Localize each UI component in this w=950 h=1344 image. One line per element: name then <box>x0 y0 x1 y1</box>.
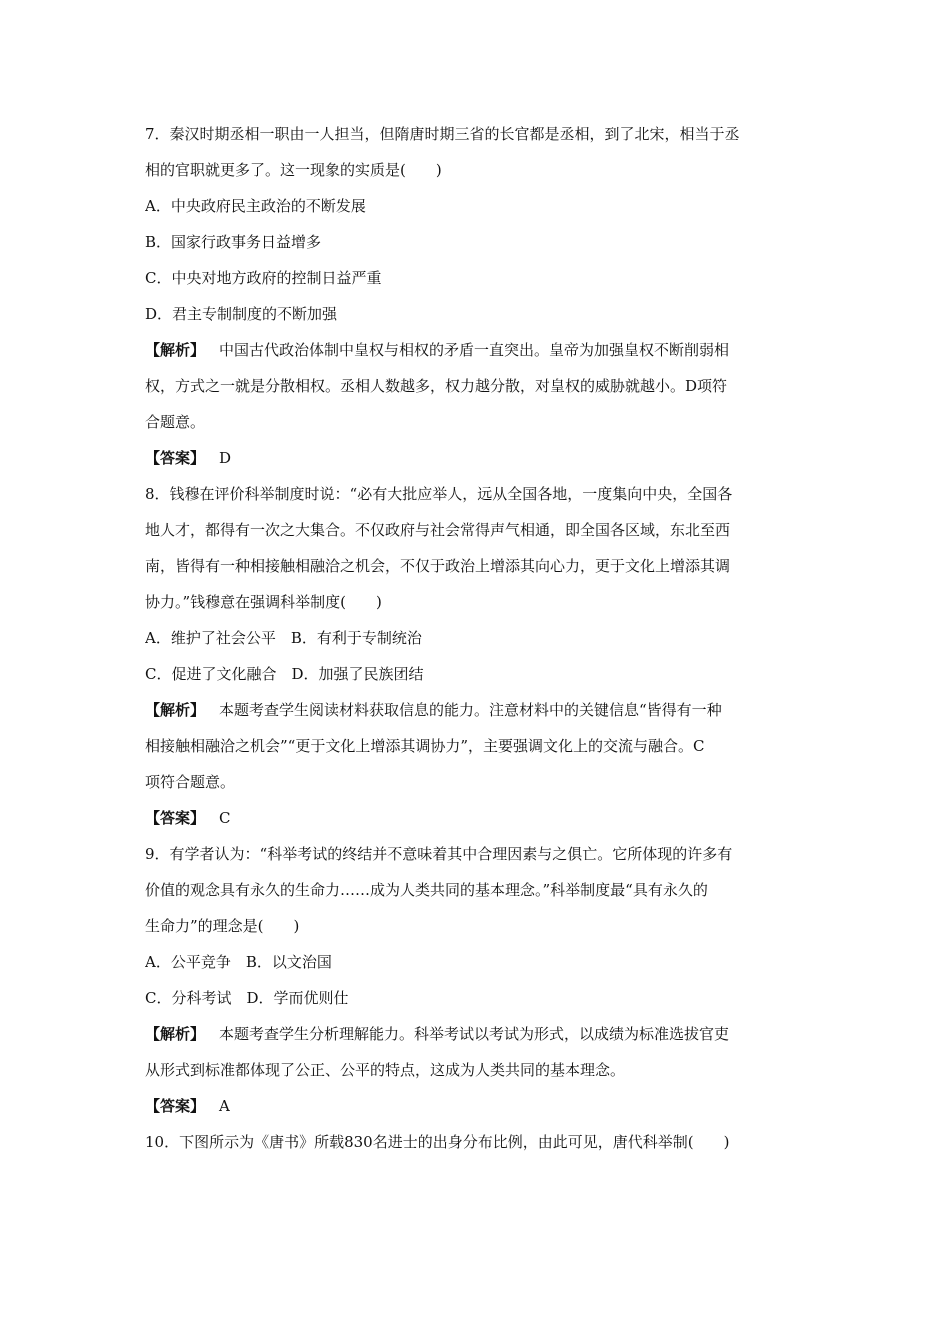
answer-value: D <box>219 449 232 467</box>
document-content <box>145 116 810 1160</box>
answer-line <box>145 1088 810 1124</box>
analysis-label: 【解析】 <box>145 341 206 359</box>
analysis-line: 从形式到标准都体现了公正、公平的特点，这成为人类共同的基本理念。 <box>145 1061 626 1079</box>
answer-value: C <box>219 809 231 827</box>
question-stem-line: 9．有学者认为：“科举考试的终结并不意味着其中合理因素与之俱亡。它所体现的许多有 <box>145 845 733 863</box>
analysis-label: 【解析】 <box>145 1025 206 1043</box>
analysis-text: 本题考查学生分析理解能力。科举考试以考试为形式，以成绩为标准选拔官吏 <box>219 1025 730 1043</box>
answer-label: 【答案】 <box>145 809 206 827</box>
question-stem-line: 生命力”的理念是( ) <box>145 917 300 935</box>
question-8 <box>145 476 810 836</box>
option-line: A．中央政府民主政治的不断发展 <box>145 197 366 215</box>
answer-line <box>145 440 810 476</box>
question-7 <box>145 116 810 476</box>
option-line: A．维护了社会公平 B．有利于专制统治 <box>145 629 422 647</box>
analysis-line <box>145 332 810 368</box>
question-stem-line: 协力。”钱穆意在强调科举制度( ) <box>145 593 382 611</box>
analysis-line <box>145 1016 810 1052</box>
option-line: A．公平竞争 B．以文治国 <box>145 953 332 971</box>
question-stem-line: 相的官职就更多了。这一现象的实质是( ) <box>145 161 442 179</box>
option-line: C．分科考试 D．学而优则仕 <box>145 989 349 1007</box>
question-stem-line: 南，皆得有一种相接触相融洽之机会，不仅于政治上增添其向心力，更于文化上增添其调 <box>145 557 731 575</box>
question-9 <box>145 836 810 1124</box>
analysis-text: 中国古代政治体制中皇权与相权的矛盾一直突出。皇帝为加强皇权不断削弱相 <box>219 341 730 359</box>
answer-value: A <box>219 1097 230 1115</box>
question-10-stem-line: 10．下图所示为《唐书》所载830名进士的出身分布比例，由此可见，唐代科举制( ) <box>145 1133 730 1151</box>
answer-label: 【答案】 <box>145 1097 206 1115</box>
question-stem-line: 地人才，都得有一次之大集合。不仅政府与社会常得声气相通，即全国各区域，东北至西 <box>145 521 731 539</box>
question-stem-line: 8．钱穆在评价科举制度时说：“必有大批应举人，远从全国各地，一度集向中央，全国各 <box>145 485 733 503</box>
answer-line <box>145 800 810 836</box>
question-stem-line: 价值的观念具有永久的生命力……成为人类共同的基本理念。”科举制度最“具有永久的 <box>145 881 708 899</box>
analysis-line: 合题意。 <box>145 413 206 431</box>
option-line: C．促进了文化融合 D．加强了民族团结 <box>145 665 424 683</box>
question-stem-line: 7．秦汉时期丞相一职由一人担当，但隋唐时期三省的长官都是丞相，到了北宋，相当于丞 <box>145 125 740 143</box>
analysis-line: 相接触相融洽之机会”“更于文化上增添其调协力”，主要强调文化上的交流与融合。C <box>145 737 705 755</box>
option-line: C．中央对地方政府的控制日益严重 <box>145 269 382 287</box>
option-line: D．君主专制制度的不断加强 <box>145 305 338 323</box>
option-line: B．国家行政事务日益增多 <box>145 233 322 251</box>
analysis-label: 【解析】 <box>145 701 206 719</box>
analysis-text: 本题考查学生阅读材料获取信息的能力。注意材料中的关键信息“皆得有一种 <box>219 701 722 719</box>
answer-label: 【答案】 <box>145 449 206 467</box>
analysis-line: 项符合题意。 <box>145 773 236 791</box>
analysis-line <box>145 692 810 728</box>
analysis-line: 权，方式之一就是分散相权。丞相人数越多，权力越分散，对皇权的威胁就越小。D项符 <box>145 377 728 395</box>
